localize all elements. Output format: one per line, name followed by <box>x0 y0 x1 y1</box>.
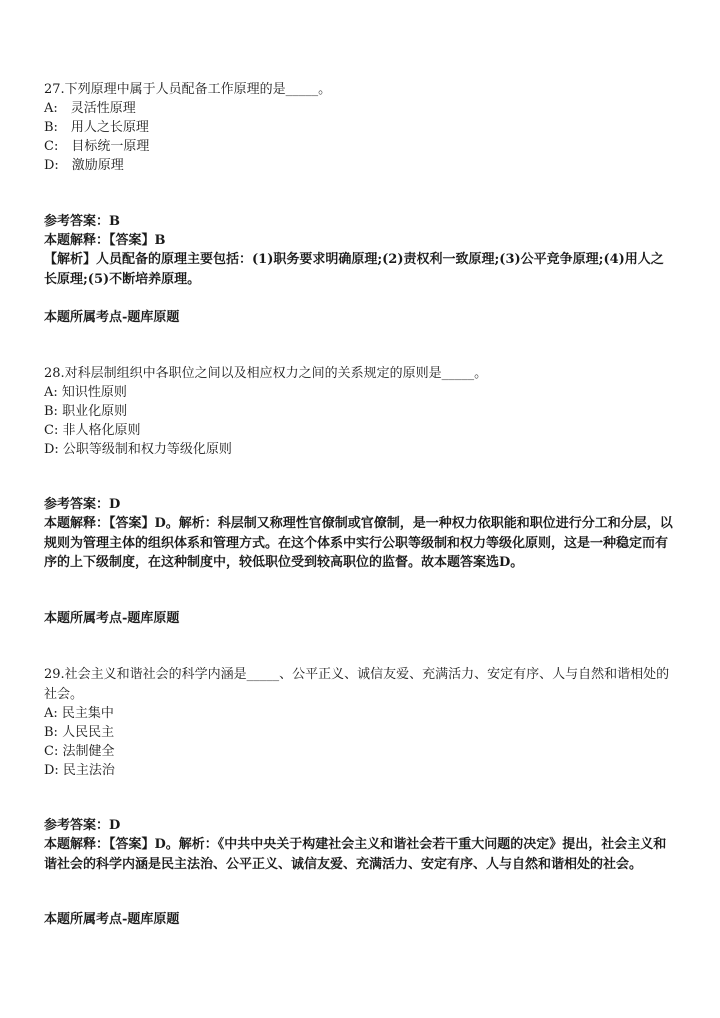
option-b: B: 职业化原则 <box>44 404 128 419</box>
question-29 <box>44 665 674 780</box>
answer-27 <box>44 212 674 289</box>
topic-29: 本题所属考点-题库原题 <box>44 912 180 927</box>
question-text: 29.社会主义和谐社会的科学内涵是_____、公平正义、诚信友爱、充满活力、安定有序、人与自然和谐相处的社会。 <box>44 667 670 702</box>
explanation-head: 本题解释：【答案】B <box>44 233 166 248</box>
option-a: A: 民主集中 <box>44 706 114 721</box>
topic-28: 本题所属考点-题库原题 <box>44 611 180 626</box>
explanation-body: 本题解释：【答案】D。解析：《中共中央关于构建社会主义和谐社会若干重大问题的决定》提出，社会主义和谐社会的科学内涵是民主法治、公平正义、诚信友爱、充满活力、安定有序、人与自然和谐相处的社会。 <box>44 837 667 872</box>
topic-27: 本题所属考点-题库原题 <box>44 310 180 325</box>
question-text: 28.对科层制组织中各职位之间以及相应权力之间的关系规定的原则是_____。 <box>44 366 488 381</box>
answer-29 <box>44 816 674 874</box>
reference-answer: 参考答案：D <box>44 818 121 833</box>
option-d: D: 激励原理 <box>44 158 124 173</box>
option-c: C: 目标统一原理 <box>44 139 150 154</box>
option-a: A: 知识性原则 <box>44 385 127 400</box>
option-d: D: 公职等级制和权力等级化原则 <box>44 442 232 457</box>
reference-answer: 参考答案：D <box>44 497 121 512</box>
question-text: 27.下列原理中属于人员配备工作原理的是_____。 <box>44 82 332 97</box>
answer-28 <box>44 495 674 573</box>
option-c: C: 法制健全 <box>44 744 115 759</box>
option-d: D: 民主法治 <box>44 763 115 778</box>
reference-answer: 参考答案：B <box>44 214 120 229</box>
option-c: C: 非人格化原则 <box>44 423 141 438</box>
question-28 <box>44 364 674 459</box>
question-27 <box>44 80 674 175</box>
option-b: B: 用人之长原理 <box>44 120 149 135</box>
option-a: A: 灵活性原理 <box>44 101 136 116</box>
explanation-body: 【解析】人员配备的原理主要包括：(1)职务要求明确原理;(2)责权利一致原理;(3)公平竞争原理;(4)用人之长原理;(5)不断培养原理。 <box>44 252 664 287</box>
option-b: B: 人民民主 <box>44 725 115 740</box>
explanation-body: 本题解释：【答案】D。解析：科层制又称理性官僚制或官僚制，是一种权力依职能和职位进行分工和分层，以规则为管理主体的组织体系和管理方式。在这个体系中实行公职等级制和权力等级化原则，这是一种稳定而有序的上下级制度，在这种制度中，较低职位受到较高职位的监督。故本题答案选D。 <box>44 516 673 570</box>
